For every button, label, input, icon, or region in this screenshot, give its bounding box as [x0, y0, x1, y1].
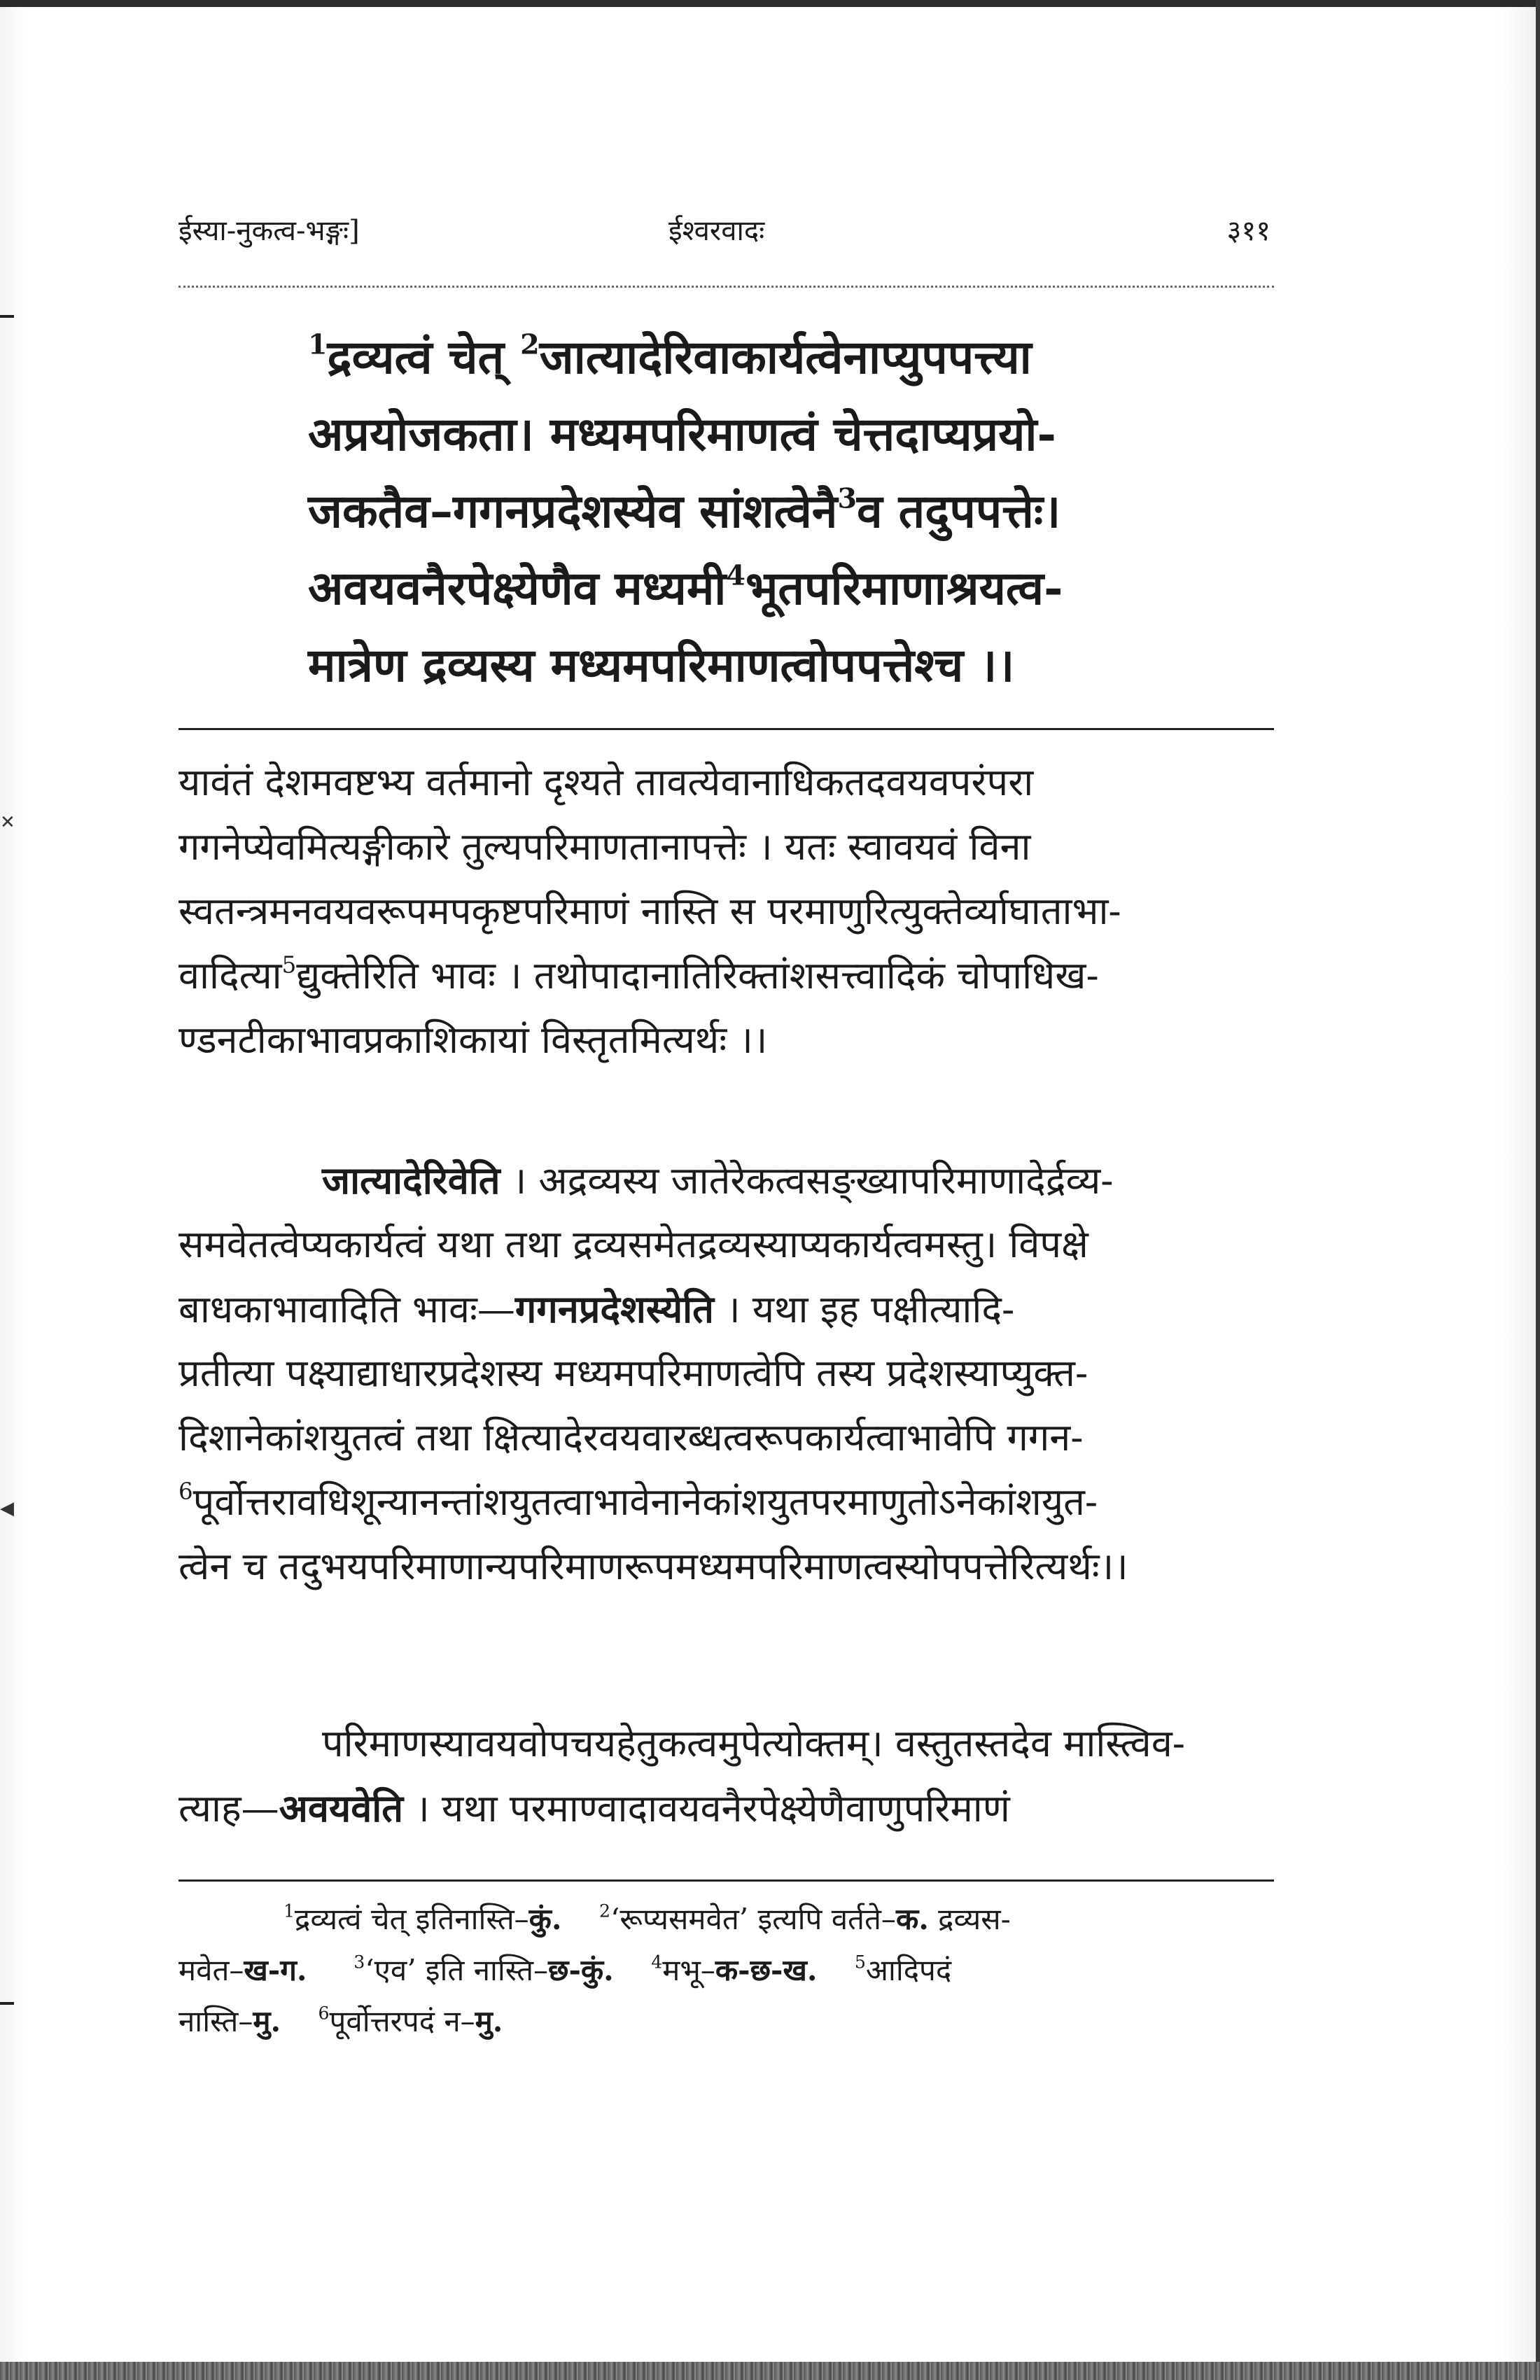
verse-rule: [178, 728, 1274, 730]
footnote-ref: 2: [520, 328, 540, 361]
verse-text: अप्रयोजकता। मध्यमपरिमाणत्वं चेत्तदाप्यप्रयो-: [308, 407, 1056, 461]
verse-text: व तदुपपत्तेः।: [856, 484, 1061, 538]
commentary-text: द्युक्तेरिति भावः । तथोपादानातिरिक्तांशसत्त्वादिकं चोपाधिख-: [296, 953, 1099, 997]
commentary-line: दिशानेकांशयुतत्वं तथा क्षित्यादेरवयवारब्धत्वरूपकार्यत्वाभावेपि गगन-: [178, 1415, 1084, 1460]
commentary-line: [178, 1148, 1274, 1212]
footnote-number: 1: [284, 1900, 295, 1921]
margin-tick: ◀: [0, 1498, 14, 1519]
commentary-paragraph-1: [178, 750, 1274, 1072]
header-left-title: ईस्या-नुकत्व-भङ्गः]: [178, 215, 360, 247]
commentary-text: पूर्वोत्तरावधिशून्यानन्तांशयुतत्वाभावेनानेकांशयुतपरमाणुतोऽनेकांशयुत-: [192, 1480, 1098, 1524]
commentary-line: स्वतन्त्रमनवयवरूपमपकृष्टपरिमाणं नास्ति स परमाणुरित्युक्तेर्व्याघाताभा-: [178, 889, 1121, 933]
commentary-paragraph-2: [178, 1148, 1274, 1599]
footnote-text: द्रव्यस-: [928, 1902, 1011, 1936]
verse-line: [308, 550, 1172, 626]
commentary-text: वादित्या: [178, 953, 282, 997]
verse-text: द्रव्यत्वं चेत्: [327, 330, 505, 384]
commentary-line: यावंतं देशमवष्टभ्य वर्तमानो दृश्यते तावत्येवानाधिकतदवयवपरंपरा: [178, 760, 1034, 804]
footnote-line: [178, 1893, 1274, 1945]
commentary-line: प्रतीत्या पक्ष्याद्याधारप्रदेशस्य मध्यमपरिमाणत्वेपि तस्य प्रदेशस्याप्युक्त-: [178, 1351, 1088, 1395]
commentary-paragraph-3: [178, 1712, 1274, 1840]
margin-mark: [0, 2002, 14, 2005]
manuscript-siglum: कुं.: [528, 1902, 562, 1936]
commentary-text: । अद्रव्यस्य जातेरेकत्वसङ्ख्यापरिमाणादेर्द्रव्य-: [500, 1158, 1114, 1203]
footnote-line: [178, 1945, 1274, 1996]
footnote-text: ‘रूप्यसमवेत’ इत्यपि वर्तते–: [610, 1902, 896, 1936]
commentary-line: गगनेप्येवमित्यङ्गीकारे तुल्यपरिमाणतानापत्तेः । यतः स्वावयवं विना: [178, 825, 1031, 869]
commentary-line: [178, 1776, 1274, 1840]
footnote-text: ‘एव’ इति नास्ति–: [365, 1953, 549, 1987]
header-center-title: ईश्वरवादः: [668, 215, 765, 247]
footnote-text: नास्ति–: [178, 2004, 253, 2038]
running-header: [178, 210, 1270, 245]
footnote-number: 4: [651, 1952, 663, 1973]
commentary-text: बाधकाभावादिति भावः—: [178, 1287, 515, 1331]
lemma-heading: गगनप्रदेशस्येति: [514, 1287, 714, 1331]
manuscript-siglum: क.: [895, 1902, 929, 1936]
footnote-text: पूर्वोत्तरपदं न–: [329, 2004, 475, 2038]
footnote-number: 6: [318, 2003, 330, 2024]
verse-text: मात्रेण द्रव्यस्य मध्यमपरिमाणत्वोपपत्तेश्च ।।: [308, 638, 1015, 692]
lemma-heading: अवयवेति: [279, 1786, 404, 1830]
footnote-ref: 1: [308, 328, 328, 361]
commentary-line: परिमाणस्यावयवोपचयहेतुकत्वमुपेत्योक्तम्। वस्तुतस्तदेव मास्त्विव-: [322, 1721, 1185, 1765]
footnote-text: मवेत–: [178, 1953, 244, 1987]
footnote-rule: [178, 1879, 1274, 1882]
footnote-number: 2: [598, 1900, 610, 1921]
page-number: ३११: [1226, 215, 1270, 247]
lemma-heading: जात्यादेरिवेति: [322, 1158, 500, 1203]
header-rule: [178, 286, 1274, 288]
manuscript-siglum: छ-कुं.: [548, 1953, 614, 1987]
commentary-line: [178, 1277, 1274, 1341]
verse-text: जकतैव–गगनप्रदेशस्येव सांशत्वेनै: [308, 484, 838, 538]
verse-line: [308, 472, 1172, 550]
footnote-text: द्रव्यत्वं चेत् इतिनास्ति–: [295, 1902, 529, 1936]
footnote-text: आदिपदं: [865, 1953, 952, 1987]
footnote-ref: 5: [281, 951, 297, 979]
manuscript-siglum: क-छ-ख.: [715, 1953, 818, 1987]
verse-line: [308, 396, 1172, 472]
verse-text: जात्यादेरिवाकार्यत्वेनाप्युपपत्त्या: [539, 330, 1032, 384]
footnote-number: 3: [354, 1952, 365, 1973]
footnote-ref: 4: [726, 559, 746, 592]
verse-text: भूतपरिमाणाश्रयत्व-: [745, 561, 1063, 615]
verse-line: [308, 626, 1172, 704]
page-right-edge: [1536, 0, 1540, 2380]
commentary-line: त्वेन च तदुभयपरिमाणान्यपरिमाणरूपमध्यमपरिमाणत्वस्योपपत्तेरित्यर्थः।।: [178, 1544, 1128, 1588]
verse-line: [308, 318, 1172, 396]
footnote-line: [178, 1996, 1274, 2047]
manuscript-siglum: मु.: [253, 2004, 281, 2038]
verse-text: अवयवनैरपेक्ष्येणैव मध्यमी: [308, 561, 727, 615]
footnote-number: 5: [854, 1952, 866, 1973]
manuscript-siglum: मु.: [475, 2004, 503, 2038]
footnote-ref: 6: [178, 1478, 193, 1505]
footnote-text: मभू–: [662, 1953, 715, 1987]
commentary-text: त्याह—: [178, 1786, 279, 1830]
commentary-line: समवेतत्वेप्यकार्यत्वं यथा तथा द्रव्यसमेतद्रव्यस्याप्यकार्यत्वमस्तु। विपक्षे: [178, 1222, 1088, 1266]
commentary-text: । यथा परमाण्वादावयवनैरपेक्ष्येणैवाणुपरिमाणं: [403, 1786, 1010, 1830]
commentary-line: ण्डनटीकाभावप्रकाशिकायां विस्तृतमित्यर्थः ।।: [178, 1018, 768, 1062]
page-top-edge: [0, 0, 1540, 7]
commentary-line: [178, 944, 1274, 1008]
footnotes: [178, 1893, 1274, 2047]
manuscript-siglum: ख-ग.: [244, 1953, 307, 1987]
margin-tick: ✕: [0, 812, 15, 833]
footnote-ref: 3: [837, 482, 857, 515]
verse-block: [308, 318, 1172, 704]
commentary-text: । यथा इह पक्षीत्यादि-: [713, 1287, 1015, 1331]
commentary-line: [178, 1470, 1274, 1534]
margin-mark: [0, 315, 14, 318]
page-bottom-edge: [0, 2362, 1540, 2380]
